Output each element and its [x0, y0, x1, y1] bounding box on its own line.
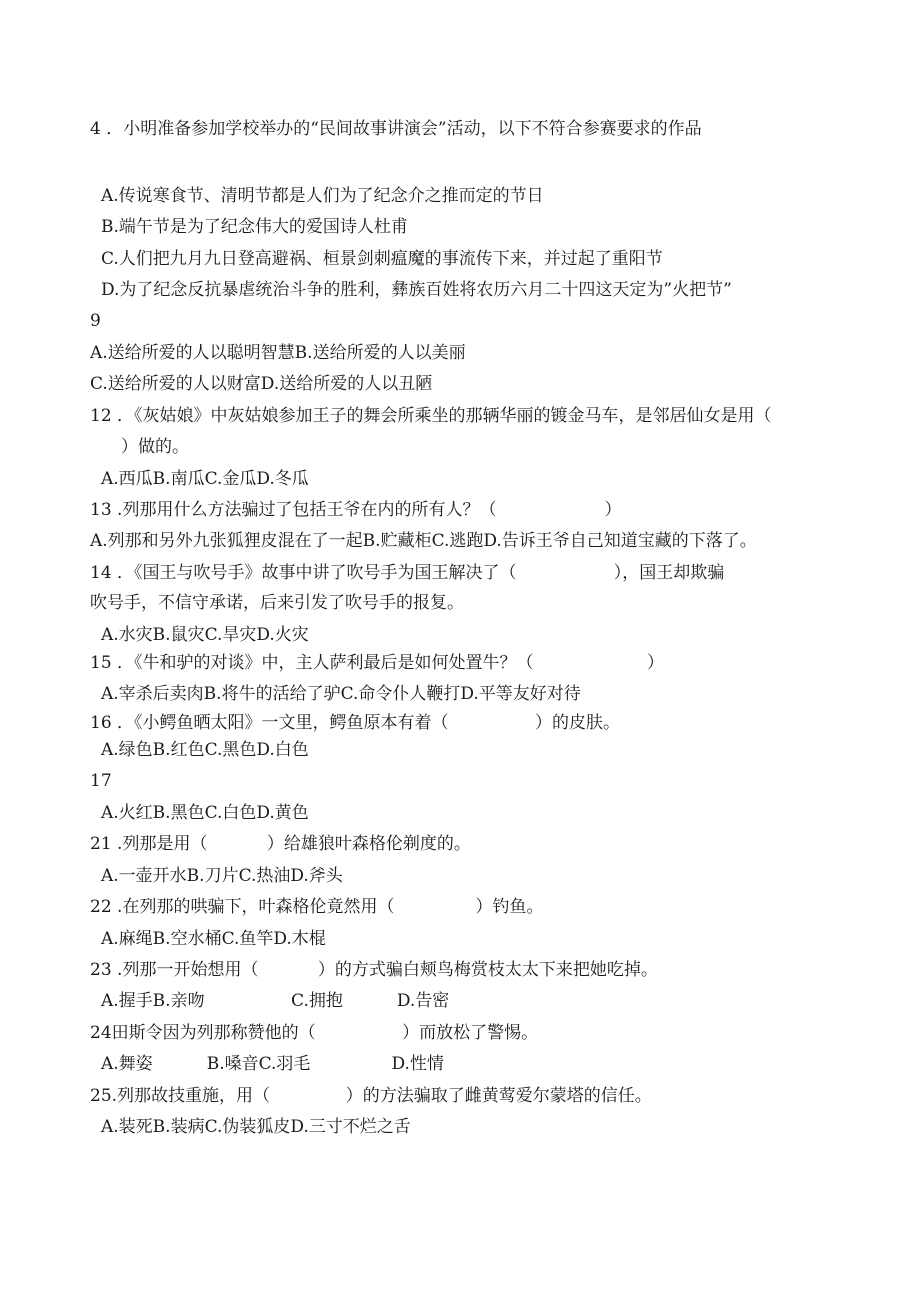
- question-9-options-ab: A.送给所爱的人以聪明智慧B.送给所爱的人以美丽: [90, 343, 466, 363]
- question-4-option-a: A.传说寒食节、清明节都是人们为了纪念介之推而定的节日: [101, 186, 544, 206]
- question-16-options: A.绿色B.红色C.黑色D.白色: [101, 740, 309, 760]
- question-14: 14 ．《国王与吹号手》故事中讲了吹号手为国王解决了（ ），国王却欺骗: [90, 563, 725, 583]
- question-24-options: A.舞姿 B.嗓音C.羽毛 D.性情: [101, 1054, 444, 1074]
- question-13: 13 .列那用什么方法骗过了包括王爷在内的所有人？（ ）: [90, 500, 622, 520]
- question-21: 21 .列那是用（ ）给雄狼叶森格伦剃度的。: [90, 834, 471, 854]
- question-9: 9: [90, 311, 101, 331]
- question-4-option-b: B.端午节是为了纪念伟大的爱国诗人杜甫: [101, 217, 408, 237]
- question-17: 17: [90, 771, 112, 791]
- question-4-option-d: D.为了纪念反抗暴虐统治斗争的胜利，彝族百姓将农历六月二十四这天定为”火把节”: [101, 280, 732, 300]
- question-12: 12 ．《灰姑娘》中灰姑娘参加王子的舞会所乘坐的那辆华丽的镀金马车，是邻居仙女是用（: [90, 406, 772, 426]
- question-13-options: A.列那和另外九张狐狸皮混在了一起B.贮藏柜C.逃跑D.告诉王爷自己知道宝藏的下落了。: [90, 531, 757, 551]
- question-25-options: A.装死B.装病C.伪装狐皮D.三寸不烂之舌: [101, 1117, 411, 1137]
- question-22-options: A.麻绳B.空水桶C.鱼竿D.木棍: [101, 929, 326, 949]
- question-12-options: A.西瓜B.南瓜C.金瓜D.冬瓜: [101, 469, 309, 489]
- question-22: 22 .在列那的哄骗下，叶森格伦竟然用（ ）钓鱼。: [90, 897, 544, 917]
- question-12-continued: ）做的。: [121, 437, 189, 457]
- question-23: 23 .列那一开始想用（ ）的方式骗白颊鸟梅赏枝太太下来把她吃掉。: [90, 960, 658, 980]
- question-4: 4 ．小明准备参加学校举办的“民间故事讲演会”活动，以下不符合参赛要求的作品: [90, 119, 702, 139]
- question-4-option-c: C.人们把九月九日登高避祸、桓景剑刺瘟魔的事流传下来，并过起了重阳节: [101, 249, 663, 269]
- question-17-options: A.火红B.黑色C.白色D.黄色: [101, 803, 309, 823]
- question-25: 25.列那故技重施，用（ ）的方法骗取了雌黄莺爱尔蒙塔的信任。: [90, 1086, 652, 1106]
- question-21-options: A.一壶开水B.刀片C.热油D.斧头: [101, 866, 343, 886]
- question-14-options: A.水灾B.鼠灾C.旱灾D.火灾: [101, 625, 309, 645]
- question-14-continued: 吹号手，不信守承诺，后来引发了吹号手的报复。: [90, 593, 464, 613]
- question-15: 15 ．《牛和驴的对谈》中，主人萨利最后是如何处置牛？（ ）: [90, 653, 665, 673]
- question-23-options: A.握手B.亲吻 C.拥抱 D.告密: [101, 991, 450, 1011]
- question-16: 16 ．《小鳄鱼晒太阳》一文里，鳄鱼原本有着（ ）的皮肤。: [90, 713, 620, 733]
- question-9-options-cd: C.送给所爱的人以财富D.送给所爱的人以丑陋: [90, 374, 433, 394]
- question-15-options: A.宰杀后卖肉B.将牛的活给了驴C.命令仆人鞭打D.平等友好对待: [101, 684, 581, 704]
- question-24: 24田斯令因为列那称赞他的（ ）而放松了警惕。: [90, 1023, 539, 1043]
